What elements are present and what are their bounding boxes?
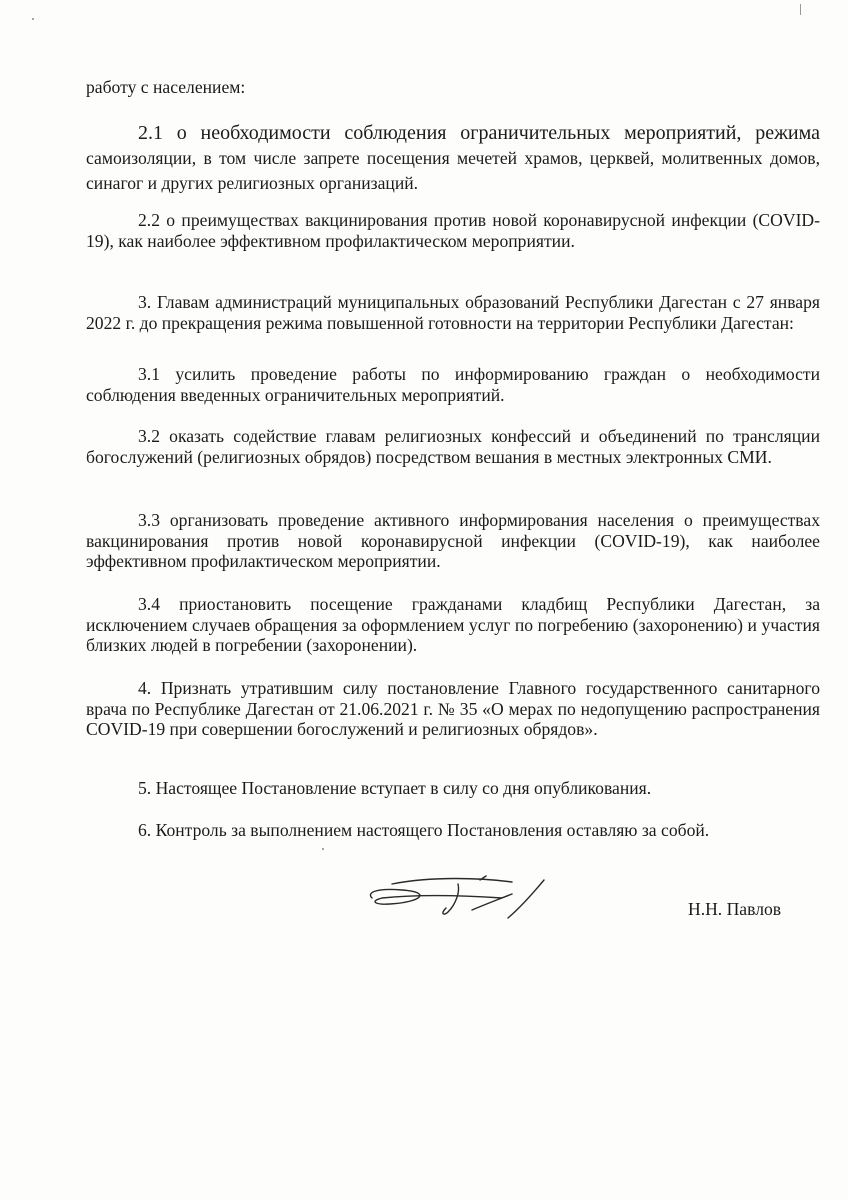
paragraph-2-1-first: 2.1 о необходимости соблюдения ограничительных мероприятий, режима (138, 122, 820, 144)
paragraph-3: 3. Главам администраций муниципальных образований Республики Дагестан с 27 января 2022 г. до прекращения режима повышенной готовности на территории Республики Дагестан: (86, 292, 820, 333)
signer-name: Н.Н. Павлов (688, 899, 782, 919)
paragraph-2-2: 2.2 о преимуществах вакцинирования против новой коронавирусной инфекции (COVID- 19), как наиболее эффективном профилактическом мероприятии. (86, 210, 820, 251)
scan-mark (800, 4, 801, 15)
handwritten-signature (362, 868, 552, 924)
paragraph-3-3: 3.3 организовать проведение активного информирования населения о преимуществах вакцинирования против новой коронавирусной инфекции (COVID-19), как наиболее эффективном профилактическом мероприятии. (86, 510, 820, 571)
paragraph-2-1-rest: самоизоляции, в том числе запрете посещения мечетей храмов, церквей, молитвенных домов, синагог и других религиозных организаций. (86, 148, 820, 193)
paragraph-3-4: 3.4 приостановить посещение гражданами кладбищ Республики Дагестан, за исключением случаев обращения за оформлением услуг по погребению (захоронению) и участия близких людей в погребении (захоронении). (86, 594, 820, 655)
scan-speck (322, 848, 324, 850)
paragraph-3-2: 3.2 оказать содействие главам религиозных конфессий и объединений по трансляции богослужений (религиозных обрядов) посредством вешания в местных электронных СМИ. (86, 426, 820, 467)
intro-tail: работу с населением: (86, 77, 246, 97)
scan-speck (32, 18, 34, 20)
paragraph-2-1 (86, 121, 820, 196)
paragraph-3-1: 3.1 усилить проведение работы по информированию граждан о необходимости соблюдения введенных ограничительных мероприятий. (86, 364, 820, 405)
paragraph-5: 5. Настоящее Постановление вступает в силу со дня опубликования. (138, 778, 652, 798)
paragraph-4: 4. Признать утратившим силу постановление Главного государственного санитарного врача по Республике Дагестан от 21.06.2021 г. № 35 «О мерах по недопущению распространения COVID-19 при совершении богослужений и религиозных обрядов». (86, 678, 820, 739)
paragraph-6: 6. Контроль за выполнением настоящего Постановления оставляю за собой. (138, 820, 710, 840)
